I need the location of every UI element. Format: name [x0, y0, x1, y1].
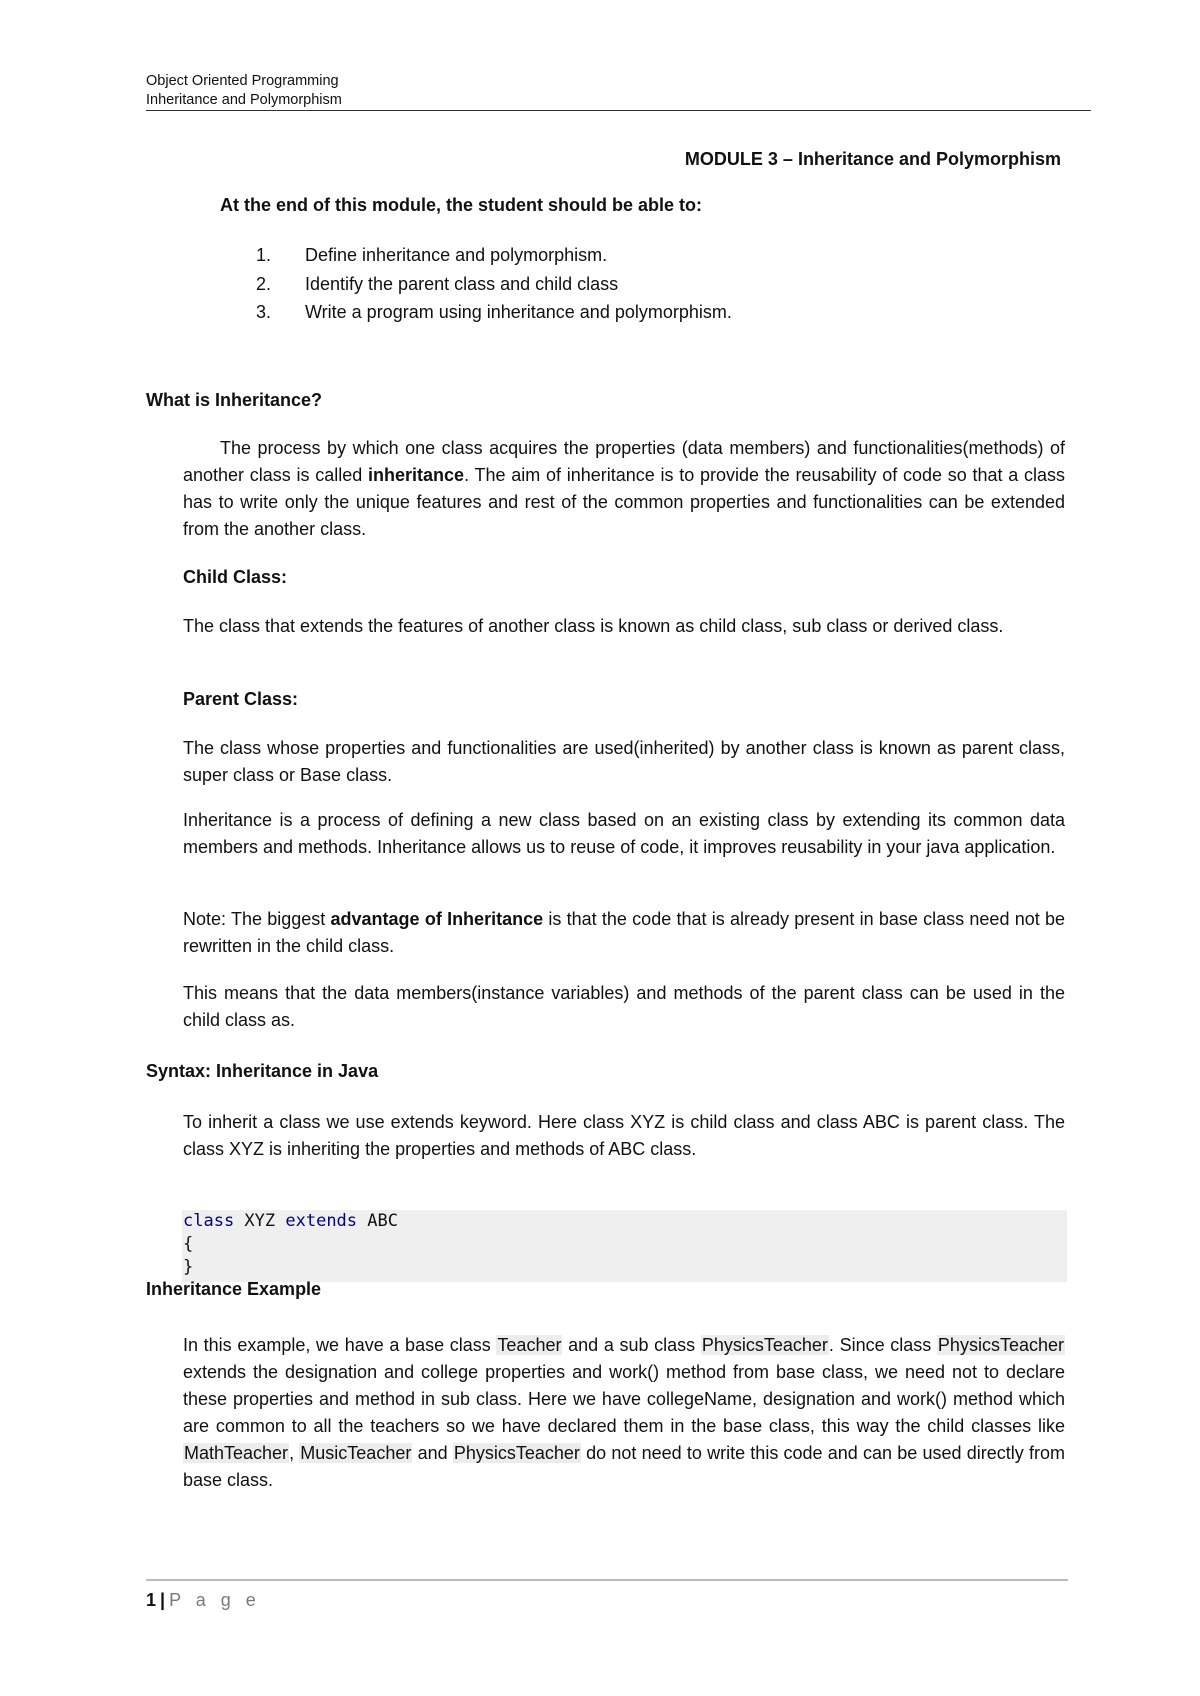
footer-separator: | — [160, 1590, 166, 1610]
page-label: P a g e — [169, 1590, 261, 1610]
code-line — [182, 1210, 1067, 1233]
text-run-bold: inheritance — [368, 465, 465, 485]
header-topic: Inheritance and Polymorphism — [146, 92, 342, 108]
code-text: XYZ — [234, 1211, 286, 1231]
objectives-list — [220, 241, 732, 327]
heading-inheritance-example: Inheritance Example — [146, 1279, 322, 1299]
inheritance-description: Inheritance is a process of defining a new class based on an existing class by extending its common data members and methods. Inheritance allows us to reuse of code, it improves reusability in your java application. — [183, 810, 1065, 857]
text-run: , — [289, 1443, 300, 1463]
list-item — [220, 298, 732, 327]
child-class-text: The class that extends the features of another class is known as child class, sub class or derived class. — [183, 616, 1004, 636]
footer-rule — [146, 1579, 1068, 1581]
list-item — [220, 270, 732, 299]
example-text — [183, 1332, 1065, 1494]
list-item-number: 3. — [256, 302, 272, 322]
code-term: PhysicsTeacher — [937, 1335, 1064, 1355]
text-run: is that the code that is already present in base class need not be rewritten in the child class. — [183, 909, 1066, 956]
text-run: and — [412, 1443, 453, 1463]
page-header — [146, 72, 1096, 110]
code-line: } — [183, 1257, 194, 1277]
code-term: PhysicsTeacher — [453, 1443, 580, 1463]
heading-syntax: Syntax: Inheritance in Java — [146, 1061, 379, 1081]
text-run-bold: advantage of Inheritance — [330, 909, 544, 929]
objectives-intro: At the end of this module, the student should be able to: — [220, 195, 702, 215]
list-item — [220, 241, 732, 270]
code-keyword: class — [183, 1211, 235, 1231]
module-title: MODULE 3 – Inheritance and Polymorphism — [684, 149, 1061, 169]
code-term: Teacher — [497, 1335, 562, 1355]
code-term: MusicTeacher — [300, 1443, 412, 1463]
code-block — [182, 1210, 1067, 1282]
inheritance-usage: This means that the data members(instance variables) and methods of the parent class can be used in the child class as. — [183, 983, 1065, 1030]
syntax-text: To inherit a class we use extends keyword. Here class XYZ is child class and class ABC is parent class. The class XYZ is inheriting the properties and methods of ABC class. — [183, 1112, 1065, 1159]
text-run: do not need to write this code and can be used directly from base class. — [183, 1443, 1066, 1490]
text-run: and a sub class — [562, 1335, 701, 1355]
text-run: The process by which one class acquires the properties (data members) and functionalities(methods) of another class is called — [183, 438, 1065, 485]
text-run: Note: The biggest — [183, 909, 331, 929]
code-keyword: extends — [285, 1211, 358, 1231]
list-item-text: Write a program using inheritance and polymorphism. — [305, 302, 732, 322]
header-rule — [146, 110, 1091, 111]
text-run: . The aim of inheritance is to provide the reusability of code so that a class has to write only the unique features and rest of the common properties and functionalities can be extended from the another class. — [183, 465, 1066, 539]
text-run: In this example, we have a base class — [183, 1335, 497, 1355]
code-text: ABC — [357, 1211, 398, 1231]
list-item-number: 1. — [256, 245, 272, 265]
code-term: MathTeacher — [184, 1443, 289, 1463]
heading-parent-class: Parent Class: — [183, 689, 299, 709]
list-item-text: Identify the parent class and child class — [305, 273, 619, 294]
heading-what-is-inheritance: What is Inheritance? — [146, 390, 323, 410]
heading-child-class: Child Class: — [183, 567, 288, 587]
list-item-number: 2. — [256, 273, 272, 294]
code-line: { — [183, 1234, 194, 1254]
inheritance-note — [183, 906, 1065, 960]
code-term: PhysicsTeacher — [701, 1335, 828, 1355]
list-item-text: Define inheritance and polymorphism. — [305, 245, 608, 265]
inheritance-definition — [183, 435, 1065, 543]
page-footer — [146, 1590, 261, 1611]
text-run: . Since class — [828, 1335, 937, 1355]
header-course-title: Object Oriented Programming — [146, 73, 339, 89]
parent-class-text: The class whose properties and functionalities are used(inherited) by another class is known as parent class, super class or Base class. — [183, 738, 1065, 785]
text-run: extends the designation and college properties and work() method from base class, we need not to declare these properties and method in sub class. Here we have collegeName, designation and work() method which are common to all the teachers so we have declared them in the base class, this way the child classes like — [183, 1362, 1065, 1436]
page-number: 1 — [146, 1590, 157, 1610]
